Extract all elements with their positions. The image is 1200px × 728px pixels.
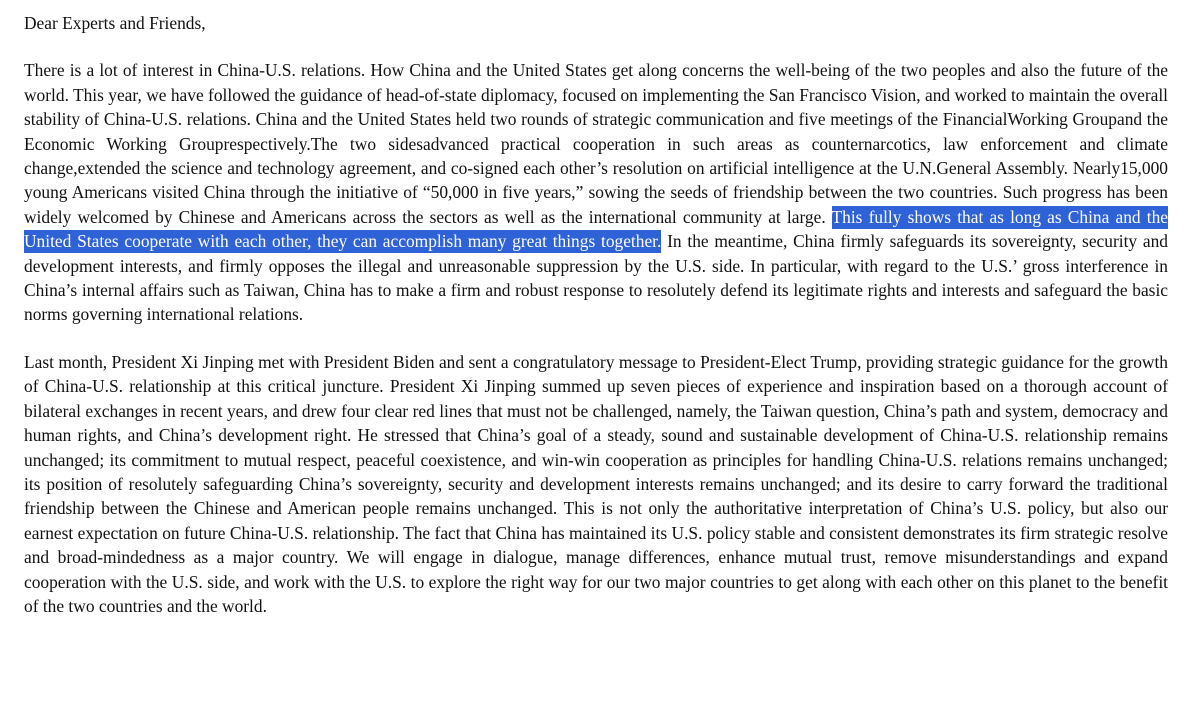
paragraph-1: [24, 58, 1168, 326]
paragraph-1-text-before-selection: There is a lot of interest in China-U.S. relations. How China and the United States get along concerns the well-being of the two peoples and also the future of the world. This year, we have followed the guidance of head-of-state diplomacy, focused on implementing the San Francisco Vision, and worked to maintain the overall stability of China-U.S. relations. China and the United States held two rounds of strategic communication and five meetings of the FinancialWorking Groupand the Economic Working Grouprespectively.The two sidesadvanced practical cooperation in such areas as counternarcotics, law enforcement and climate change,extended the science and technology agreement, and co-signed each other’s resolution on artificial intelligence at the U.N.General Assembly. Nearly15,000 young Americans visited China through the initiative of “50,000 in five years,” sowing the seeds of friendship between the two countries. Such progress has been widely welcomed by Chinese and Americans across the sectors as well as the international community at large.: [24, 60, 1168, 227]
salutation: Dear Experts and Friends,: [24, 13, 206, 33]
paragraph-2: Last month, President Xi Jinping met with President Biden and sent a congratulatory message to President-Elect Trump, providing strategic guidance for the growth of China-U.S. relationship at this critical juncture. President Xi Jinping summed up seven pieces of experience and inspiration based on a thorough account of bilateral exchanges in recent years, and drew four clear red lines that must not be challenged, namely, the Taiwan question, China’s path and system, democracy and human rights, and China’s development right. He stressed that China’s goal of a steady, sound and sustainable development of China-U.S. relationship remains unchanged; its commitment to mutual respect, peaceful coexistence, and win-win cooperation as principles for handling China-U.S. relations remains unchanged; its position of resolutely safeguarding China’s sovereignty, security and development interests remains unchanged; and its desire to carry forward the traditional friendship between the Chinese and American people remains unchanged. This is not only the authoritative interpretation of China’s U.S. policy, but also our earnest expectation on future China-U.S. relationship. The fact that China has maintained its U.S. policy stable and consistent demonstrates its firm strategic resolve and broad-mindedness as a major country. We will engage in dialogue, manage differences, enhance mutual trust, remove misunderstandings and expand cooperation with the U.S. side, and work with the U.S. to explore the right way for our two major countries to get along with each other on this planet to the benefit of the two countries and the world.: [24, 351, 1168, 616]
selected-text-highlight[interactable]: This fully shows that as long as China and the United States cooperate with each other, they can accomplish many great things together.: [24, 206, 1168, 252]
paragraph-1-text-after-selection: In the meantime, China firmly safeguards its sovereignty, security and development interests, and firmly opposes the illegal and unreasonable suppression by the U.S. side. In particular, with regard to the U.S.’ gross interference in China’s internal affairs such as Taiwan, China has to make a firm and robust response to resolutely defend its legitimate rights and interests and safeguard the basic norms governing international relations.: [24, 231, 1168, 325]
